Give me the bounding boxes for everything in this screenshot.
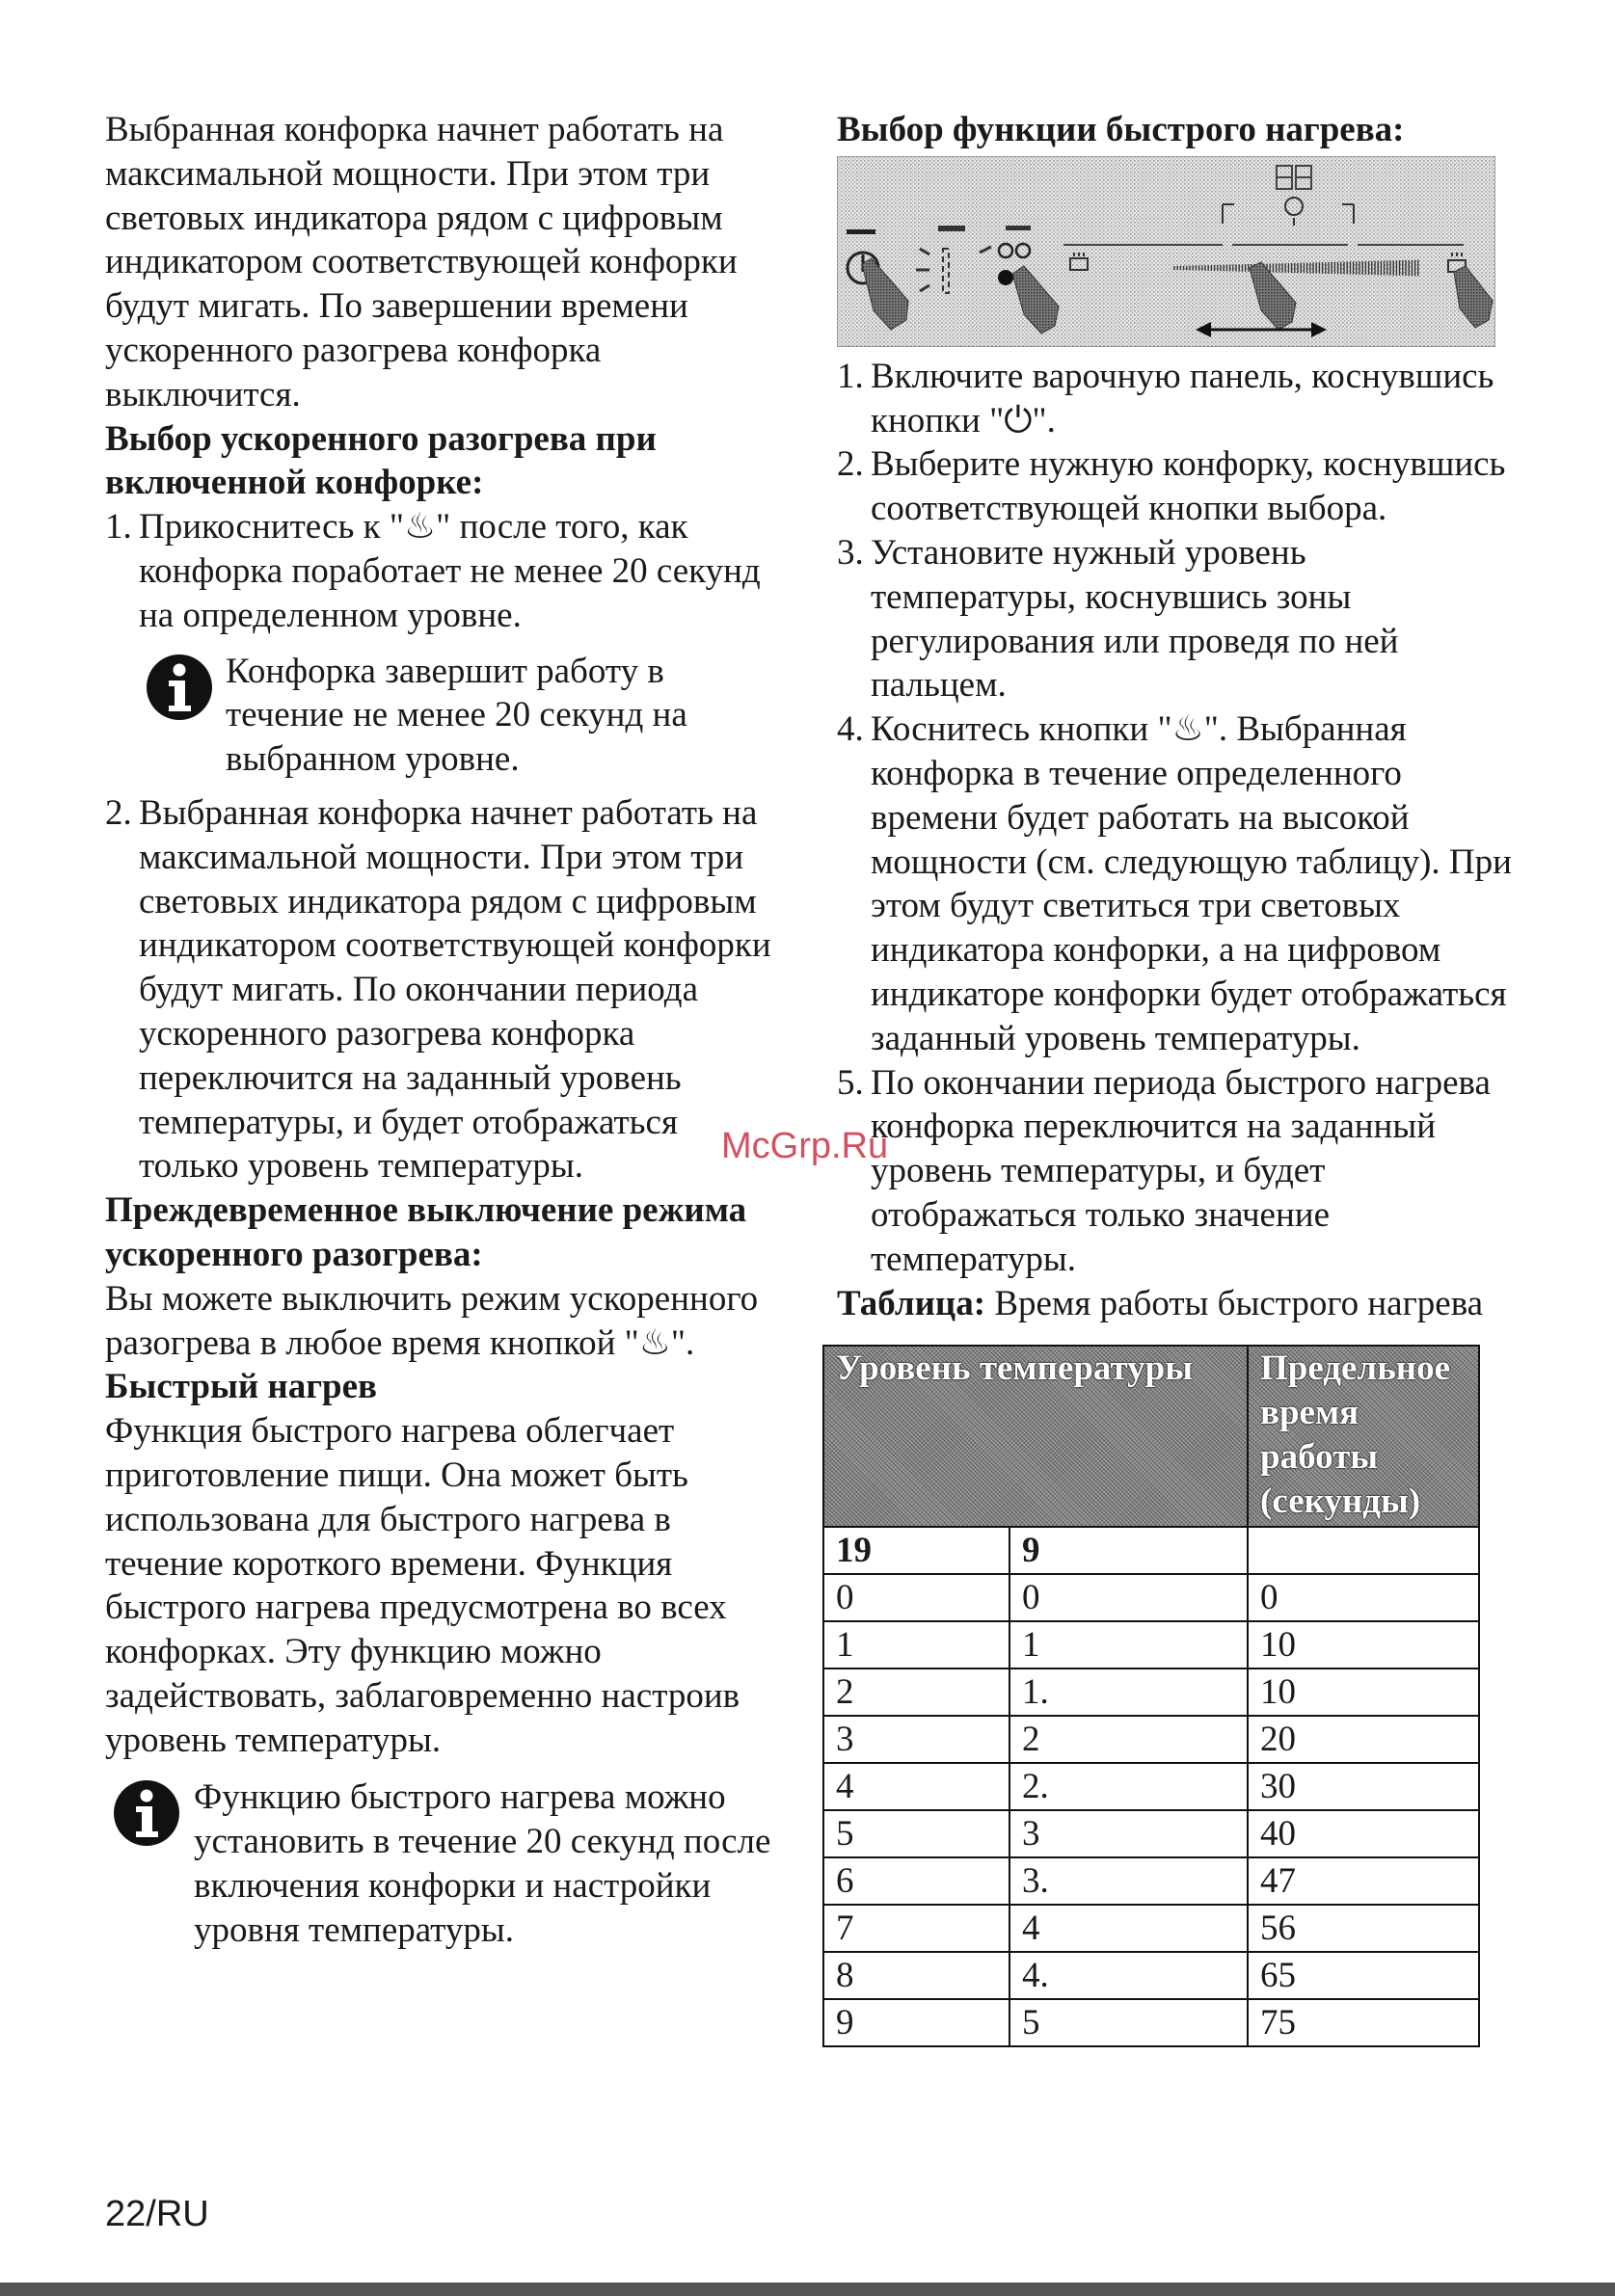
- info-note: [105, 650, 780, 782]
- table-caption-label: Таблица:: [837, 1283, 986, 1323]
- table-cell: 19: [823, 1527, 1009, 1574]
- table-cell: 10: [1248, 1621, 1479, 1669]
- table-cell: 5: [823, 1810, 1009, 1857]
- table-caption-text: Время работы быстрого нагрева: [985, 1283, 1484, 1323]
- list-item: [105, 505, 780, 637]
- header-level: Уровень температуры: [823, 1346, 1248, 1527]
- list-item: [837, 707, 1512, 1060]
- section2-text: Вы можете выключить режим ускоренного разогрева в любое время кнопкой "♨".: [105, 1278, 759, 1363]
- list-text: Выберите нужную конфорку, коснувшись соответствующей кнопки выбора.: [871, 444, 1506, 529]
- section3-heading: Быстрый нагрев: [105, 1367, 378, 1407]
- table-cell: 3: [1009, 1810, 1248, 1857]
- list-item: [837, 355, 1512, 443]
- page-number: 22/RU: [105, 2194, 209, 2234]
- info-icon: [146, 654, 213, 721]
- table-row: [823, 1905, 1479, 1952]
- list-text: По окончании периода быстрого нагрева конфорка переключится на заданный уровень температуры, и будет отображаться только значение температуры.: [871, 1062, 1491, 1279]
- table-cell: 6: [823, 1857, 1009, 1905]
- table-cell: 5: [1009, 1999, 1248, 2046]
- table-cell: [1248, 1527, 1479, 1574]
- table-cell: 40: [1248, 1810, 1479, 1857]
- list-number: 1.: [105, 507, 132, 547]
- table-cell: 20: [1248, 1716, 1479, 1763]
- boost-time-table: [822, 1345, 1480, 2047]
- list-number: 2.: [105, 792, 132, 833]
- table-cell: 3: [823, 1716, 1009, 1763]
- list-text: Прикоснитесь к "♨" после того, как конфорка поработает не менее 20 секунд на определенном уровне.: [139, 507, 761, 635]
- table-row: [823, 1574, 1479, 1621]
- table-cell: 2: [823, 1669, 1009, 1716]
- table-cell: 9: [823, 1999, 1009, 2046]
- table-cell: 75: [1248, 1999, 1479, 2046]
- table-cell: 47: [1248, 1857, 1479, 1905]
- control-panel-diagram: [837, 156, 1495, 347]
- table-cell: 9: [1009, 1527, 1248, 1574]
- table-cell: 4.: [1009, 1952, 1248, 1999]
- table-row: [823, 1621, 1479, 1669]
- list-number: 4.: [837, 709, 864, 750]
- section3-text: Функция быстрого нагрева облегчает приготовление пищи. Она может быть использована для быстрого нагрева в течение короткого времени. Функция быстрого нагрева предусмотрена во всех конфорках. Эту функцию можно задействовать, заблаговременно настроив уровень температуры.: [105, 1411, 740, 1760]
- list-text: Включите варочную панель, коснувшись кнопки "⏻".: [871, 356, 1494, 441]
- table-row: [823, 1952, 1479, 1999]
- section2-heading: Преждевременное выключение режима ускоренного разогрева:: [105, 1190, 747, 1274]
- table-cell: 0: [823, 1574, 1009, 1621]
- diagram-svg: [837, 156, 1495, 347]
- table-cell: 56: [1248, 1905, 1479, 1952]
- table-cell: 30: [1248, 1763, 1479, 1810]
- section1-heading: Выбор ускоренного разогрева при включенной конфорке:: [105, 418, 657, 503]
- table-cell: 2.: [1009, 1763, 1248, 1810]
- right-heading: Выбор функции быстрого нагрева:: [837, 110, 1405, 149]
- table-row: [823, 1763, 1479, 1810]
- list-text: Коснитесь кнопки "♨". Выбранная конфорка в течение определенного времени будет работать на высокой мощности (см. следующую таблицу). При этом будут светиться три световых индикатора конфорки, а на цифровом индикаторе конфорки будет отображаться заданный уровень температуры.: [871, 709, 1512, 1058]
- table-subheader-row: [823, 1527, 1479, 1574]
- table-cell: 2: [1009, 1716, 1248, 1763]
- table-cell: 1.: [1009, 1669, 1248, 1716]
- table-cell: 1: [1009, 1621, 1248, 1669]
- table-row: [823, 1999, 1479, 2046]
- list-item: [837, 442, 1512, 531]
- watermark: McGrp.Ru: [721, 1126, 889, 1166]
- table-caption: [837, 1282, 1512, 1326]
- table-cell: 0: [1009, 1574, 1248, 1621]
- list-item: [837, 1061, 1512, 1282]
- intro-paragraph: Выбранная конфорка начнет работать на максимальной мощности. При этом три световых индикатора рядом с цифровым индикатором соответствующей конфорки будут мигать. По завершении времени ускоренного разогрева конфорка выключится.: [105, 110, 738, 414]
- info-note: [105, 1775, 780, 1952]
- table-header-row: [823, 1346, 1479, 1527]
- table-row: [823, 1810, 1479, 1857]
- note-text: Конфорка завершит работу в течение не менее 20 секунд на выбранном уровне.: [226, 651, 687, 780]
- left-column: [105, 108, 780, 1962]
- table-row: [823, 1669, 1479, 1716]
- list-text: Установите нужный уровень температуры, коснувшись зоны регулирования или проведя по ней пальцем.: [871, 532, 1399, 706]
- list-number: 1.: [837, 356, 864, 396]
- list-number: 5.: [837, 1062, 864, 1103]
- table-cell: 1: [823, 1621, 1009, 1669]
- right-column: [837, 108, 1512, 2047]
- table-cell: 0: [1248, 1574, 1479, 1621]
- bottom-edge: [0, 2283, 1615, 2296]
- table-row: [823, 1716, 1479, 1763]
- table-cell: 7: [823, 1905, 1009, 1952]
- info-icon: [113, 1779, 180, 1847]
- panel-background: [837, 156, 1495, 347]
- list-text: Выбранная конфорка начнет работать на максимальной мощности. При этом три световых индикатора рядом с цифровым индикатором соответствующей конфорки будут мигать. По окончании периода ускоренного разогрева конфорка переключится на заданный уровень температуры, и будет отображаться только уровень температуры.: [139, 792, 771, 1187]
- note-text: Функцию быстрого нагрева можно установить в течение 20 секунд после включения конфорки и настройки уровня температуры.: [194, 1777, 771, 1950]
- list-item: [837, 531, 1512, 707]
- table-cell: 4: [1009, 1905, 1248, 1952]
- table-cell: 8: [823, 1952, 1009, 1999]
- table-cell: 65: [1248, 1952, 1479, 1999]
- table-row: [823, 1857, 1479, 1905]
- list-number: 3.: [837, 532, 864, 573]
- table-cell: 3.: [1009, 1857, 1248, 1905]
- list-number: 2.: [837, 444, 864, 485]
- table-cell: 10: [1248, 1669, 1479, 1716]
- list-item: [105, 791, 780, 1188]
- header-time: Предельное время работы (секунды): [1248, 1346, 1479, 1527]
- table-cell: 4: [823, 1763, 1009, 1810]
